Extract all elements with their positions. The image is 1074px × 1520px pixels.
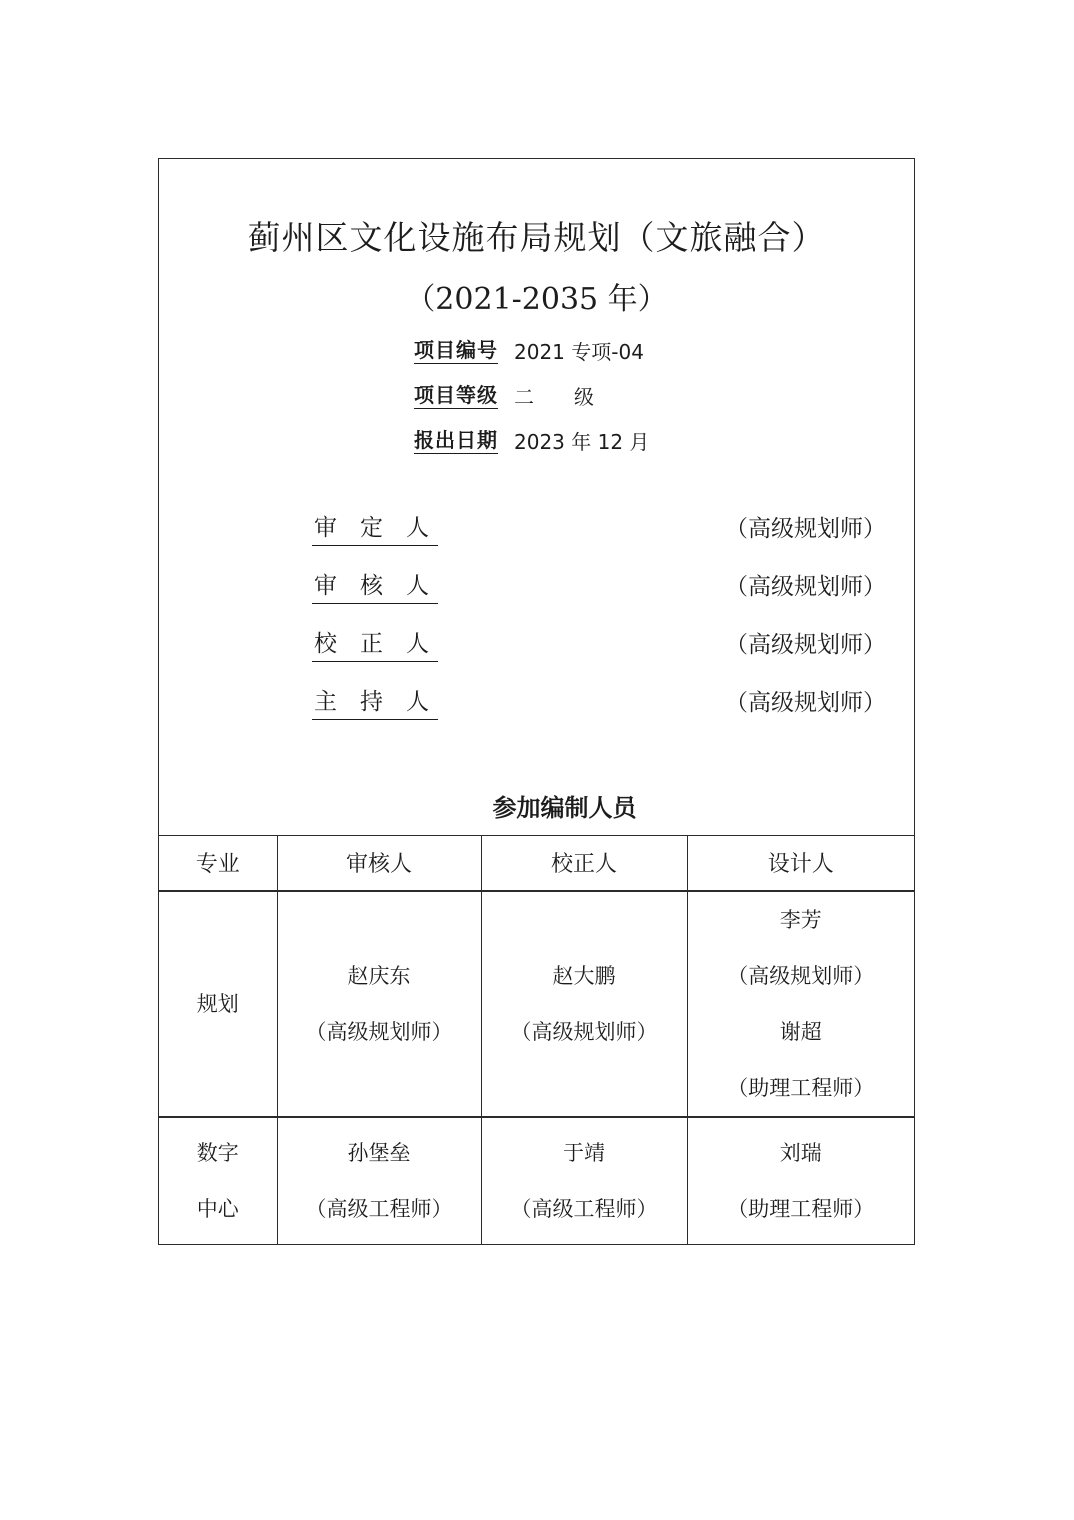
specialty-cell	[159, 891, 277, 1117]
director-row	[312, 662, 886, 720]
approver-qualification: （高级规划师）	[725, 516, 886, 542]
project-number-label: 项目编号	[414, 337, 498, 362]
staff-qualification: （高级工程师）	[305, 1197, 453, 1221]
staff-qualification: （高级规划师）	[510, 1020, 658, 1044]
header-specialty: 专业	[159, 835, 277, 891]
corrector-qualification: （高级规划师）	[725, 632, 886, 658]
table-row-planning	[159, 891, 914, 1117]
staff-section	[159, 793, 914, 1245]
report-date-label: 报出日期	[414, 427, 498, 452]
staff-table-title: 参加编制人员	[492, 793, 637, 822]
doc-title-line2: （2021-2035 年）	[405, 282, 668, 317]
director-label: 主 持 人	[312, 691, 438, 720]
doc-title-line1: 蓟州区文化设施布局规划（文旅融合）	[247, 218, 826, 257]
reviewer-cell	[277, 891, 481, 1117]
staff-name: 赵庆东	[347, 964, 411, 988]
specialty-name: 规划	[196, 992, 239, 1016]
staff-qualification: （高级规划师）	[305, 1020, 453, 1044]
report-date-value: 2023 年 12 月	[514, 429, 650, 454]
reviewer-label: 审 核 人	[312, 575, 438, 604]
corrector-cell	[481, 1117, 687, 1244]
project-info-block	[414, 329, 914, 464]
staff-qualification: （助理工程师）	[727, 1076, 875, 1100]
director-qualification: （高级规划师）	[725, 690, 886, 716]
specialty-name: 数字	[196, 1141, 239, 1165]
table-row-digital-center	[159, 1117, 914, 1244]
project-number-row	[414, 329, 914, 374]
corrector-label: 校 正 人	[312, 633, 438, 662]
staff-name: 谢超	[779, 1020, 822, 1044]
header-corrector: 校正人	[481, 835, 687, 891]
staff-qualification: （高级工程师）	[510, 1197, 658, 1221]
staff-name: 刘瑞	[779, 1141, 822, 1165]
approver-row	[312, 488, 886, 546]
specialty-cell	[159, 1117, 277, 1244]
staff-qualification: （助理工程师）	[727, 1197, 875, 1221]
corrector-row	[312, 604, 886, 662]
specialty-name: 中心	[196, 1197, 239, 1221]
staff-name: 李芳	[779, 908, 822, 932]
designer-cell	[687, 1117, 914, 1244]
designer-cell	[687, 891, 914, 1117]
reviewer-cell	[277, 1117, 481, 1244]
reviewer-row	[312, 546, 886, 604]
report-date-row	[414, 419, 914, 464]
staff-table	[159, 835, 914, 1245]
staff-qualification: （高级规划师）	[727, 964, 875, 988]
staff-name: 于靖	[563, 1141, 605, 1165]
project-grade-row	[414, 374, 914, 419]
header-designer: 设计人	[687, 835, 914, 891]
corrector-cell	[481, 891, 687, 1117]
approver-label: 审 定 人	[312, 517, 438, 546]
reviewer-qualification: （高级规划师）	[725, 574, 886, 600]
project-grade-value: 二 级	[514, 384, 594, 409]
staff-name: 孙堡垒	[347, 1141, 411, 1165]
project-number-value: 2021 专项-04	[514, 339, 644, 364]
signatories-block	[312, 488, 886, 720]
staff-name: 赵大鹏	[552, 964, 616, 988]
staff-table-header-row	[159, 835, 914, 891]
page-frame	[158, 158, 915, 1245]
header-reviewer: 审核人	[277, 835, 481, 891]
project-grade-label: 项目等级	[414, 382, 498, 407]
